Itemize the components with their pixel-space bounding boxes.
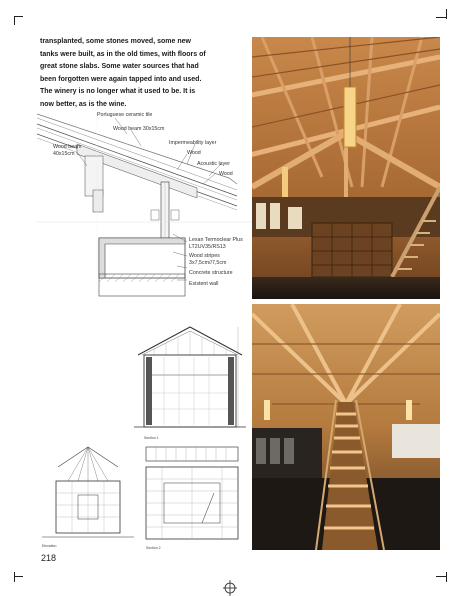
crop-mark [436,17,446,18]
body-line: tanks were built, as in the old times, with floors of [40,50,206,58]
label-wood-1: Wood [187,150,201,156]
label-acoustic: Acoustic layer [197,161,230,167]
photo-roof-interior [252,37,440,299]
caption-elevation: Elevation [42,544,57,548]
label-concrete: Concrete structure [189,270,233,276]
caption-section-2: Section 2 [146,546,161,550]
label-beam-left-1: Wood beam [53,144,82,150]
section-drawing-1 [134,323,246,443]
registration-mark [222,580,238,596]
body-text [40,36,240,112]
roof-detail-drawing [37,104,253,300]
photo-staircase [252,304,440,550]
page-number: 218 [41,553,57,563]
elevation-drawing [38,443,138,555]
caption-section-1: Section 1 [144,436,159,440]
label-impermeability: Impermeability layer [169,140,217,146]
label-lexan-2: LT2UV35/RS13 [189,244,226,250]
body-line: now better, as is the wine. [40,100,127,108]
body-line: transplanted, some stones moved, some new [40,38,191,45]
body-line: great stone slabs. Some water sources that had [40,63,199,71]
label-beam-left-2: 40x15cm [53,151,75,157]
label-existent: Existent wall [189,281,219,287]
label-tile: Portuguese ceramic tile [97,112,153,118]
label-beam-top: Wood beam 30x15cm [113,126,165,132]
label-lexan-1: Lexan Termoclear Plus [189,237,243,243]
crop-mark [14,576,23,577]
body-line: The winery is no longer what it used to be. It is [40,88,196,96]
crop-mark [14,16,23,17]
section-drawing-2 [142,443,242,555]
body-line: been forgotten were again tapped into and used. [40,75,202,83]
label-stripes-1: Wood stripes [189,253,220,259]
label-stripes-2: 3x7,5cm//7,5cm [189,260,227,266]
crop-mark [446,9,447,19]
crop-mark [14,16,15,25]
label-wood-2: Wood [219,171,233,177]
crop-mark [436,576,446,577]
crop-mark [446,572,447,582]
crop-mark [14,572,15,582]
